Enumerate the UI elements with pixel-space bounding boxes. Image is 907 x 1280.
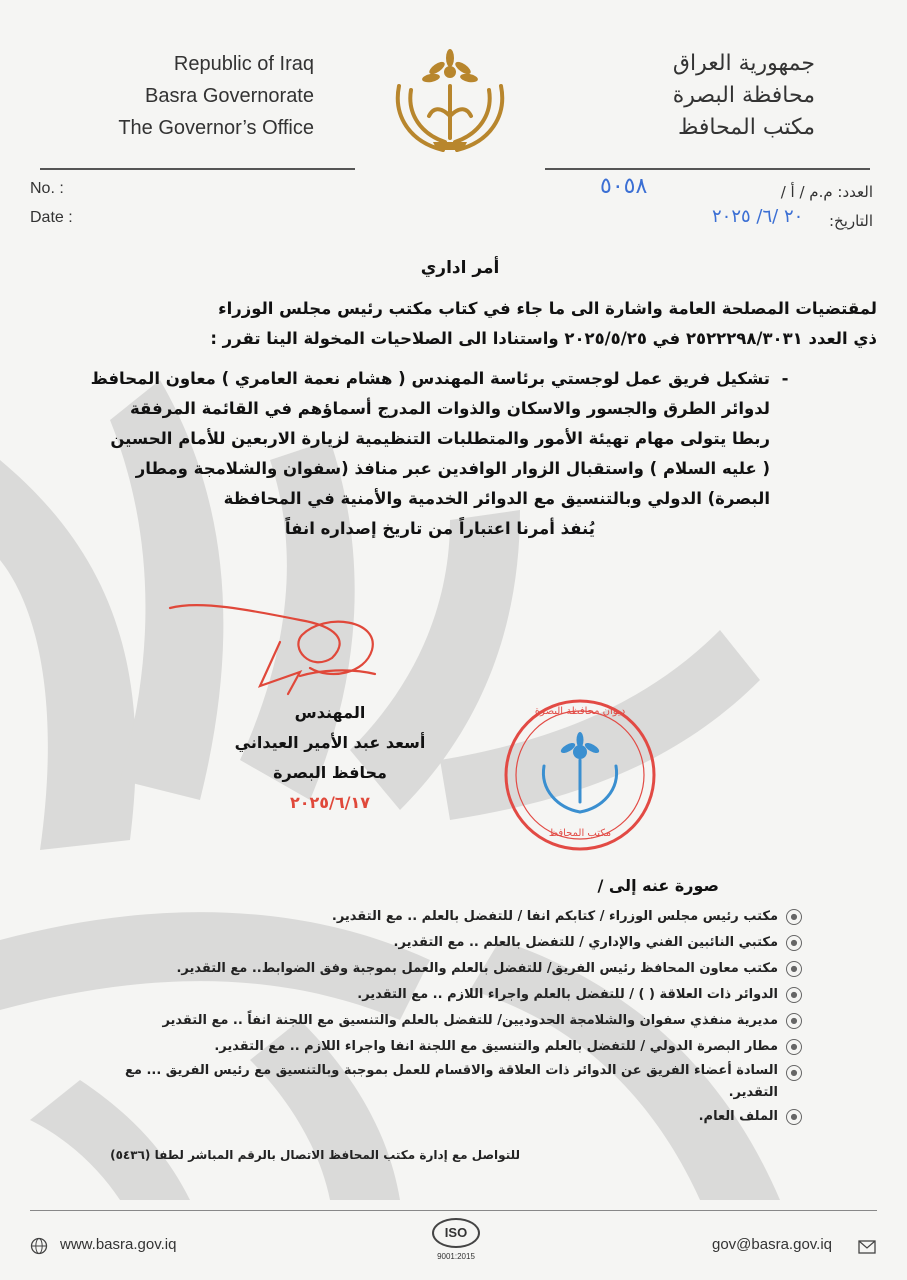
iso-number: 9001:2015 [437, 1252, 475, 1261]
signature-date: ٢٠٢٥/٦/١٧ [289, 793, 371, 812]
signature-title: المهندس [294, 703, 366, 722]
body-item-line: تشكيل فريق عمل لوجستي برئاسة المهندس ( هشام نعمة العامري ) معاون المحافظ [90, 369, 770, 388]
cc-item-text: الملف العام. [698, 1109, 778, 1124]
cc-item-text: مديرية منفذي سفوان والشلامجة الحدوديين/ للتفضل بالعلم والتنسيق مع اللجنة انفاً .. مع التقدير [162, 1013, 778, 1028]
footer-rule [30, 1210, 877, 1211]
stamp-center-text: مكتب المحافظ [548, 828, 612, 839]
cc-item [90, 982, 802, 1008]
signature-block [230, 698, 430, 818]
header-en-line-2: Basra Governorate [145, 85, 314, 107]
cc-item-text: الدوائر ذات العلاقة ( ) / للتفضل بالعلم واجراء اللازم .. مع التقدير. [357, 987, 778, 1002]
bullet-icon: ● [786, 1039, 802, 1055]
cc-item-text: مكتب معاون المحافظ رئيس الفريق/ للتفضل بالعلم والعمل بموجبة وفق الضوابط.. مع التقدير. [176, 961, 778, 976]
date-label-en: Date : [30, 209, 73, 226]
bullet-icon: ● [786, 1013, 802, 1029]
contact-note: للتواصل مع إدارة مكتب المحافظ الاتصال بالرقم المباشر لطفا (٥٤٣٦) [110, 1148, 520, 1162]
number-label-en: No. : [30, 180, 64, 197]
iso-label: ISO [432, 1218, 480, 1248]
cc-item-text: مكتب رئيس مجلس الوزراء / كتابكم انفا / للتفضل بالعلم .. مع التقدير. [331, 909, 778, 924]
bullet-icon: ● [786, 909, 802, 925]
cc-item [90, 1034, 802, 1060]
cc-item [90, 904, 802, 930]
stamp-ring-text: ديوان محافظة البصرة [534, 706, 626, 717]
cc-list [90, 904, 802, 1130]
official-stamp [500, 690, 660, 860]
header-en [84, 48, 314, 144]
iso-badge [428, 1218, 484, 1270]
signature-position: محافظ البصرة [273, 763, 387, 782]
number-label-ar: العدد: م.م / أ / [780, 183, 873, 201]
header-en-line-1: Republic of Iraq [173, 53, 314, 75]
header-en-line-3: The Governor’s Office [118, 117, 314, 139]
body-intro [30, 294, 877, 354]
body-item [30, 364, 770, 544]
header-ar [535, 48, 815, 144]
signature-scribble [160, 590, 400, 700]
body-item-line: ( عليه السلام ) واستقبال الزوار الوافدين عبر منافذ (سفوان والشلامجة ومطار [135, 459, 770, 478]
cc-item [90, 1104, 802, 1130]
header-ar-line-3: مكتب المحافظ [677, 115, 815, 140]
cc-title: صورة عنه إلى / [597, 876, 719, 895]
document-title: أمر اداري [420, 258, 500, 278]
header-ar-line-2: محافظة البصرة [672, 83, 815, 108]
cc-item [90, 956, 802, 982]
body-intro-line: لمقتضيات المصلحة العامة واشارة الى ما جاء في كتاب مكتب رئيس مجلس الوزراء [218, 299, 877, 318]
bullet-icon: ● [786, 1065, 802, 1081]
bullet-icon: ● [786, 961, 802, 977]
cc-item-text: مطار البصرة الدولي / للتفضل بالعلم والتنسيق مع اللجنة انفا واجراء اللازم .. مع التقدير. [214, 1039, 778, 1054]
cc-item [90, 1008, 802, 1034]
handwritten-date: ٢٠ /٦/ ٢٠٢٥ [712, 206, 804, 227]
cc-item-text: مكتبي النائبين الفني والإداري / للتفضل بالعلم .. مع التقدير. [393, 935, 778, 950]
body-closing: يُنفذ أمرنا اعتباراً من تاريخ إصداره انفاً [284, 519, 595, 538]
cc-item-text: السادة أعضاء الفريق عن الدوائر ذات العلاقة والاقسام للعمل بموجبة وبالتنسيق مع رئيس الفريق ... مع التقدير. [124, 1063, 778, 1100]
header-rule-left [40, 168, 355, 170]
bullet-icon: ● [786, 987, 802, 1003]
globe-icon [30, 1237, 48, 1255]
body-item-line: ربطا يتولى مهام تهيئة الأمور والمتطلبات التنظيمية لزيارة الاربعين للأمام الحسين [110, 429, 770, 448]
cc-item [90, 1060, 802, 1104]
bullet-icon: ● [786, 1109, 802, 1125]
date-label-ar: التاريخ: [829, 212, 873, 230]
footer-email[interactable]: gov@basra.gov.iq [712, 1236, 833, 1253]
cc-item [90, 930, 802, 956]
signature-name: أسعد عبد الأمير العيداني [234, 733, 426, 752]
body-intro-line: ذي العدد ٢٥٢٢٢٩٨/٣٠٣١ في ٢٠٢٥/٥/٢٥ واستنادا الى الصلاحيات المخولة الينا تقرر : [210, 329, 877, 348]
bullet-icon: ● [786, 935, 802, 951]
footer-website[interactable]: www.basra.gov.iq [60, 1236, 177, 1253]
body-item-line: البصرة) الدولي وبالتنسيق مع الدوائر الخدمية والأمنية في المحافظة [223, 489, 770, 508]
header-rule-right [545, 168, 870, 170]
item-marker: - [781, 369, 789, 388]
governorate-logo-icon [385, 46, 515, 158]
header-ar-line-1: جمهورية العراق [672, 51, 815, 76]
handwritten-number: ٥٠٥٨ [600, 174, 648, 199]
body-item-line: لدوائر الطرق والجسور والاسكان والذوات المدرج أسماؤهم في القائمة المرفقة [130, 399, 770, 418]
envelope-icon [858, 1240, 876, 1254]
